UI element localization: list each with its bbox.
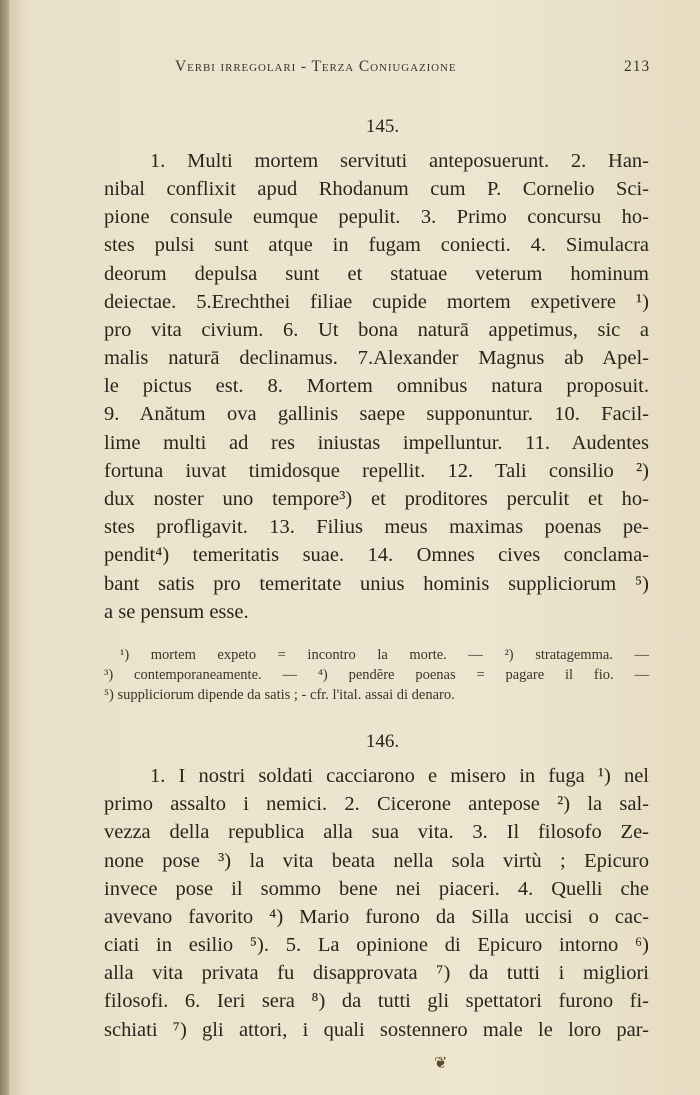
text-line: pro vita civium. 6. Ut bona naturā appetimus, sic a: [104, 319, 649, 341]
page-spine-shadow: [0, 0, 9, 1095]
section-number-145: 145.: [365, 116, 400, 137]
text-line: malis naturā declinamus. 7.Alexander Magnus ab Apel-: [104, 347, 649, 369]
text-line: lime multi ad res iniustas impelluntur. 11. Audentes: [104, 432, 649, 454]
text-line: pione consule eumque pepulit. 3. Primo concursu ho-: [104, 206, 649, 228]
text-line: stes profligavit. 13. Filius meus maximas poenas pe-: [104, 516, 649, 538]
footnote-line: ¹) mortem expeto = incontro la morte. — ²) stratagemma. —: [120, 647, 649, 663]
text-line: le pictus est. 8. Mortem omnibus natura proposuit.: [104, 375, 649, 397]
text-line: 1. Multi mortem servituti anteposuerunt. 2. Han-: [150, 150, 649, 172]
text-line: stes pulsi sunt atque in fugam coniecti. 4. Simulacra: [104, 234, 649, 256]
text-line: primo assalto i nemici. 2. Cicerone antepose ²) la sal-: [104, 793, 649, 815]
text-line: avevano favorito ⁴) Mario furono da Silla uccisi o cac-: [104, 906, 649, 928]
text-line: 9. Anătum ova gallinis saepe supponuntur. 10. Facil-: [104, 403, 649, 425]
text-line: bant satis pro temeritate unius hominis suppliciorum ⁵): [104, 573, 649, 595]
text-line: nibal conflixit apud Rhodanum cum P. Cornelio Sci-: [104, 178, 649, 200]
text-line: ciati in esilio ⁵). 5. La opinione di Epicuro intorno ⁶): [104, 934, 649, 956]
footnote-line: ³) contemporaneamente. — ⁴) pendĕre poenas = pagare il fio. —: [104, 667, 649, 683]
text-line: invece pose il sommo bene nei piaceri. 4. Quelli che: [104, 878, 649, 900]
ink-mark-icon: ❦: [434, 1053, 448, 1072]
section-number-146: 146.: [365, 731, 400, 752]
text-line: none pose ³) la vita beata nella sola virtù ; Epicuro: [104, 850, 649, 872]
text-line: fortuna iuvat timidosque repellit. 12. Tali consilio ²): [104, 460, 649, 482]
text-line: dux noster uno tempore³) et proditores perculit et ho-: [104, 488, 649, 510]
page-number: 213: [624, 58, 650, 75]
text-line: alla vita privata fu disapprovata ⁷) da tutti i migliori: [104, 962, 649, 984]
text-line: deiectae. 5.Erechthei filiae cupide mortem expetivere ¹): [104, 291, 649, 313]
text-line: 1. I nostri soldati cacciarono e misero in fuga ¹) nel: [150, 765, 649, 787]
text-line: schiati ⁷) gli attori, i quali sostennero male le loro par-: [104, 1019, 649, 1041]
text-line: deorum depulsa sunt et statuae veterum hominum: [104, 263, 649, 285]
header-title: Verbi irregolari - Terza Coniugazione: [175, 58, 457, 75]
text-line: filosofi. 6. Ieri sera ⁸) da tutti gli spettatori furono fi-: [104, 990, 649, 1012]
running-header: [175, 58, 650, 82]
footnote-line: ⁵) suppliciorum dipende da satis ; - cfr. l'ital. assai di denaro.: [104, 687, 455, 703]
text-line: pendit⁴) temeritatis suae. 14. Omnes cives conclama-: [104, 544, 649, 566]
text-line: a se pensum esse.: [104, 601, 249, 623]
text-line: vezza della republica alla sua vita. 3. Il filosofo Ze-: [104, 821, 649, 843]
